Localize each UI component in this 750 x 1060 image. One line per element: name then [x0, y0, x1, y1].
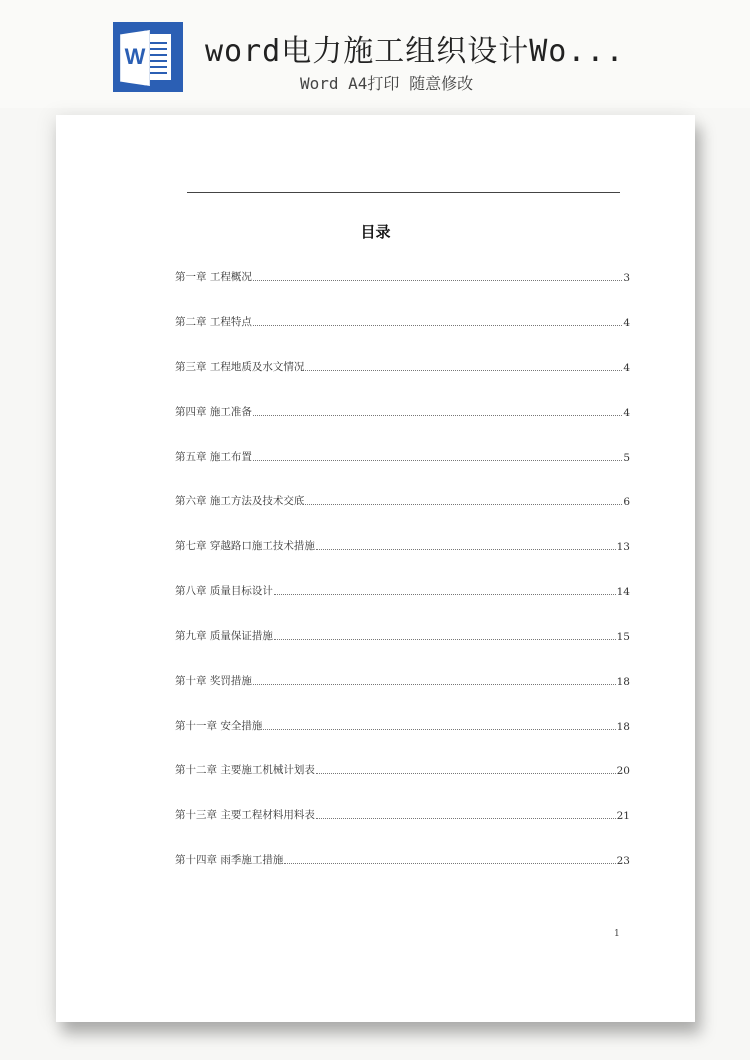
- toc-entry[interactable]: [175, 582, 630, 598]
- toc-entry-page: 15: [616, 631, 630, 643]
- toc-leader: [253, 683, 616, 685]
- toc-leader: [274, 638, 616, 640]
- toc-entry[interactable]: [175, 627, 630, 643]
- toc-entry-label: 第四章 施工准备: [175, 406, 252, 418]
- toc-leader: [253, 279, 622, 281]
- toc-entry-label: 第三章 工程地质及水文情况: [175, 361, 305, 373]
- toc-entry-page: 4: [623, 407, 630, 419]
- toc-entry-page: 13: [616, 541, 630, 553]
- header-rule: [187, 192, 620, 193]
- toc-leader: [253, 324, 622, 326]
- toc-entry-label: 第八章 质量目标设计: [175, 585, 273, 597]
- toc-entry[interactable]: [175, 806, 630, 822]
- toc-entry[interactable]: [175, 761, 630, 777]
- toc-leader: [305, 369, 622, 371]
- toc-entry[interactable]: [175, 717, 630, 733]
- toc-entry-page: 5: [623, 452, 630, 464]
- toc-entry[interactable]: [175, 492, 630, 508]
- toc-entry-page: 4: [623, 362, 630, 374]
- toc-title: 目录: [360, 223, 391, 241]
- toc-entry-label: 第十二章 主要施工机械计划表: [175, 764, 315, 776]
- toc-entry[interactable]: [175, 851, 630, 867]
- toc-entry-page: 20: [616, 765, 630, 777]
- toc-entry-label: 第五章 施工布置: [175, 451, 252, 463]
- toc-leader: [274, 593, 616, 595]
- toc-entry-page: 3: [623, 272, 630, 284]
- toc-entry-label: 第九章 质量保证措施: [175, 630, 273, 642]
- toc-entry[interactable]: [175, 268, 630, 284]
- toc-entry-page: 21: [616, 810, 630, 822]
- toc-leader: [305, 503, 622, 505]
- toc-entry-label: 第十三章 主要工程材料用料表: [175, 809, 315, 821]
- toc-entry-page: 18: [616, 676, 630, 688]
- toc-leader: [263, 728, 615, 730]
- toc-entry-page: 18: [616, 721, 630, 733]
- toc-entry[interactable]: [175, 358, 630, 374]
- toc-leader: [284, 862, 615, 864]
- toc-entry-label: 第七章 穿越路口施工技术措施: [175, 540, 315, 552]
- toc-entry-label: 第十四章 雨季施工措施: [175, 854, 284, 866]
- toc-entry-label: 第一章 工程概况: [175, 271, 252, 283]
- word-logo-icon: [113, 22, 183, 92]
- header-banner: [0, 0, 750, 108]
- toc-entry[interactable]: [175, 537, 630, 553]
- toc-entry[interactable]: [175, 672, 630, 688]
- document-page: [56, 115, 695, 1022]
- toc-leader: [253, 459, 622, 461]
- toc-entry-label: 第二章 工程特点: [175, 316, 252, 328]
- toc-entry-page: 23: [616, 855, 630, 867]
- toc-leader: [316, 817, 616, 819]
- toc-entry-label: 第十一章 安全措施: [175, 720, 263, 732]
- toc-entry[interactable]: [175, 313, 630, 329]
- document-subtitle: Word A4打印 随意修改: [300, 74, 474, 93]
- logo-letter: W: [124, 44, 146, 69]
- page-number: 1: [614, 929, 620, 939]
- toc-entry[interactable]: [175, 403, 630, 419]
- toc-leader: [316, 772, 616, 774]
- toc-entry-page: 4: [623, 317, 630, 329]
- toc-leader: [316, 548, 616, 550]
- toc-entry-page: 14: [616, 586, 630, 598]
- document-title: word电力施工组织设计Wo...: [205, 34, 625, 69]
- toc-leader: [253, 414, 622, 416]
- toc-entry-label: 第六章 施工方法及技术交底: [175, 495, 305, 507]
- toc-entry-label: 第十章 奖罚措施: [175, 675, 252, 687]
- toc-entry-page: 6: [623, 496, 630, 508]
- toc-entry[interactable]: [175, 448, 630, 464]
